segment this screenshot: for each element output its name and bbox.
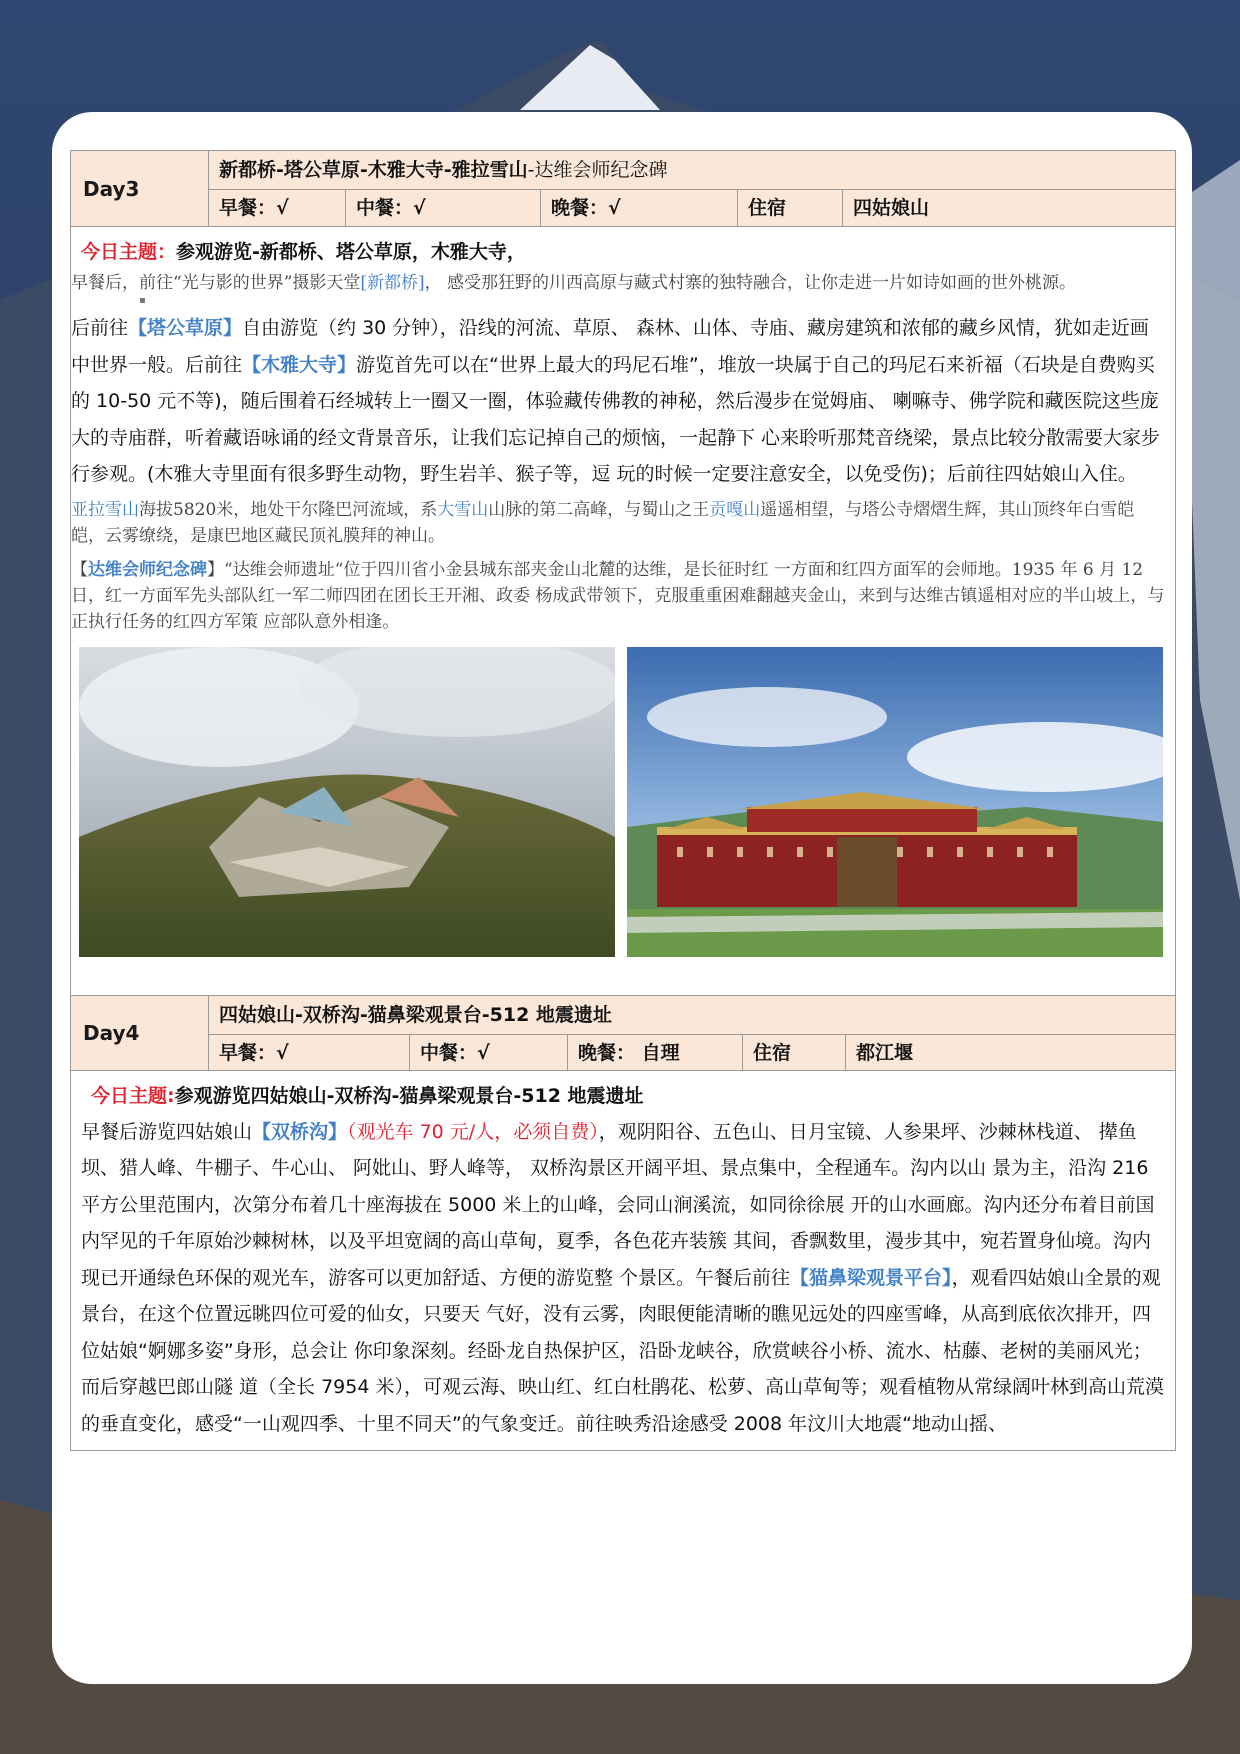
dawei-memorial-link[interactable]: 达维会师纪念碑 bbox=[88, 559, 207, 580]
day4-p1-text-b: ，观阴阳谷、五色山、日月宝镜、人参果坪、沙棘林栈道、 撵鱼坝、猎人峰、牛棚子、牛心山、 阿妣山、野人峰等， 双桥沟景区开阔平坦、景点集中，全程通车。沟内以山 景为主，沿沟 216 平方公里范围内，次第分布着几十座海拔在 5000 米上的山峰，会同山涧溪流，如同徐徐展 开的山水画廊。沟内还分布着目前国内罕见的千年原始沙棘树林，以及平坦宽阔的高山草甸，夏季，各色花卉装簇 其间，香飘数里，漫步其中，宛若置身仙境。沟内现已开通绿色环保的观光车，游客可以更加舒适、方便的游览整 个景区。午餐后前往 bbox=[81, 1120, 1155, 1289]
day4-theme bbox=[91, 1081, 1165, 1108]
day3-photos bbox=[79, 647, 1165, 957]
itinerary-table bbox=[70, 150, 1176, 1451]
muya-temple-photo bbox=[627, 647, 1163, 957]
day3-p1-text-a: 早餐后，前往“光与影的世界”摄影天堂 bbox=[71, 273, 361, 293]
day4-theme-text: 参观游览四姑娘山-双桥沟-猫鼻梁观景台-512 地震遗址 bbox=[174, 1084, 644, 1107]
day3-label: Day3 bbox=[71, 151, 209, 226]
day3-route-rest: -达维会师纪念碑 bbox=[527, 159, 668, 181]
day4-theme-label: 今日主题: bbox=[91, 1084, 175, 1107]
day3-section bbox=[71, 151, 1175, 995]
day3-p4-bracket-close: 】 bbox=[207, 559, 224, 580]
day3-dinner: 晚餐：√ bbox=[541, 190, 738, 226]
day4-breakfast: 早餐：√ bbox=[209, 1035, 410, 1071]
day4-paragraph-1 bbox=[81, 1114, 1165, 1443]
day3-paragraph-1 bbox=[71, 270, 1165, 296]
gongga-mountain-link[interactable]: 贡嘎山 bbox=[709, 499, 761, 520]
muya-temple-link[interactable]: 【木雅大寺】 bbox=[242, 353, 357, 376]
day3-theme bbox=[81, 237, 1165, 264]
bullet-dot: ▪ bbox=[139, 295, 146, 306]
day3-p3-text-a: 海拔5820米，地处干尔隆巴河流域，系 bbox=[139, 499, 438, 520]
daxue-mountain-link[interactable]: 大雪山 bbox=[437, 499, 489, 520]
day3-p3-text-b: 山脉的第二高峰，与蜀山之王 bbox=[488, 499, 710, 520]
day3-meals-row bbox=[209, 190, 1175, 226]
day4-stay-value: 都江堰 bbox=[856, 1041, 914, 1064]
day3-p2-text-c: 游览首先可以在“世界上最大的玛尼石堆”，堆放一块属于自己的玛尼石来祈福（石块是自费购买的 10-50 元不等)，随后围着石经城转上一圈又一圈，体验藏传佛教的神秘，然后漫步在觉姆庙、 喇嘛寺、佛学院和藏医院这些庞大的寺庙群，听着藏语咏诵的经文背景音乐，让我们忘记掉自己的烦恼，一起静下 心来聆听那梵音绕梁，景点比较分散需要大家步行参观。(木雅大寺里面有很多野生动物，野生岩羊、猴子等，逗 玩的时候一定要注意安全，以免受伤)；后前往四姑娘山入住。 bbox=[71, 353, 1161, 485]
mani-stone-hill-photo bbox=[79, 647, 615, 957]
shuangqiao-valley-link[interactable]: 【双桥沟】 bbox=[252, 1120, 348, 1143]
maobiliang-viewpoint-link[interactable]: 【猫鼻梁观景平台】 bbox=[790, 1266, 952, 1289]
tagong-grassland-link[interactable]: 【塔公草原】 bbox=[128, 317, 243, 339]
day4-stay-label: 住宿 bbox=[743, 1035, 846, 1071]
day3-paragraph-3 bbox=[71, 497, 1165, 549]
day4-p1-text-a: 早餐后游览四姑娘山 bbox=[81, 1120, 253, 1143]
day3-route bbox=[209, 151, 1175, 190]
day4-header bbox=[71, 996, 1175, 1071]
day3-p4-bracket-open: 【 bbox=[71, 559, 88, 580]
day4-label: Day4 bbox=[71, 996, 209, 1070]
day4-lunch: 中餐：√ bbox=[410, 1035, 568, 1071]
xinduqiao-link[interactable]: [新都桥] bbox=[360, 273, 425, 293]
day4-dinner: 晚餐： 自理 bbox=[568, 1035, 743, 1071]
day3-paragraph-4 bbox=[71, 557, 1165, 635]
day3-body bbox=[71, 227, 1175, 995]
day4-body bbox=[71, 1071, 1175, 1451]
day3-header bbox=[71, 151, 1175, 227]
day4-route: 四姑娘山-双桥沟-猫鼻梁观景台-512 地震遗址 bbox=[209, 996, 1175, 1035]
day4-p1-text-c: ，观看四姑娘山全景的观景台，在这个位置远眺四位可爱的仙女，只要天 气好，没有云雾，肉眼便能清晰的瞧见远处的四座雪峰，从高到底依次排开，四位姑娘“婀娜多姿”身形，总会让 你印象深刻。经卧龙自热保护区，沿卧龙峡谷，欣赏峡谷小桥、流水、枯藤、老树的美丽风光；而后穿越巴郎山隧 道（全长 7954 米），可观云海、映山红、红白杜鹃花、松萝、高山草甸等；观看植物从常绿阔叶林到高山荒漠 的垂直变化，感受“一山观四季、十里不同天”的气象变迁。前往映秀沿途感受 2008 年汶川大地震“地动山摇、 bbox=[81, 1266, 1164, 1435]
day3-theme-label: 今日主题： bbox=[81, 241, 177, 263]
day3-p4-text: “达维会师遗址“位于四川省小金县城东部夹金山北麓的达维，是长征时红 一方面和红四方面军的会师地。1935 年 6 月 12 日，红一方面军先头部队红一军二师四团在团长王开湘、政委 杨成武带领下，克服重重困难翻越夹金山，来到与达维古镇遥相对应的半山坡上，与正执行任务的红四方军策 应部队意外相逢。 bbox=[71, 559, 1165, 632]
day3-lunch: 中餐：√ bbox=[346, 190, 541, 226]
day3-paragraph-2 bbox=[71, 310, 1165, 493]
yala-snow-mountain-link[interactable]: 亚拉雪山 bbox=[71, 499, 139, 520]
day3-breakfast: 早餐：√ bbox=[209, 190, 346, 226]
day4-section bbox=[71, 995, 1175, 1451]
day3-stay-label: 住宿 bbox=[738, 190, 843, 226]
day3-p2-text-b: 自由游览（约 30 分钟），沿线的河流、草原、 森林、山体、寺庙、藏房建筑和浓郁的藏乡风情，犹如走近画中世界一般。后前往 bbox=[71, 317, 1149, 376]
day3-p2-text-a: 后前往 bbox=[71, 317, 129, 339]
day3-stay-value: 四姑娘山 bbox=[853, 197, 930, 219]
day4-meals-row bbox=[209, 1035, 1175, 1071]
day3-p1-text-b: ， 感受那狂野的川西高原与藏式村寨的独特融合，让你走进一片如诗如画的世外桃源。 bbox=[424, 273, 1077, 293]
day3-route-bold: 新都桥-塔公草原-木雅大寺-雅拉雪山 bbox=[219, 159, 528, 181]
sightseeing-bus-fee-note: （观光车 70 元/人，必须自费） bbox=[347, 1120, 599, 1143]
day3-theme-text: 参观游览-新都桥、塔公草原，木雅大寺， bbox=[176, 241, 526, 263]
day3-p3-text-c: 遥遥相望，与塔公寺熠熠生辉，其山顶终年白雪皑皑，云雾缭绕，是康巴地区藏民顶礼膜拜的神山。 bbox=[71, 499, 1135, 546]
